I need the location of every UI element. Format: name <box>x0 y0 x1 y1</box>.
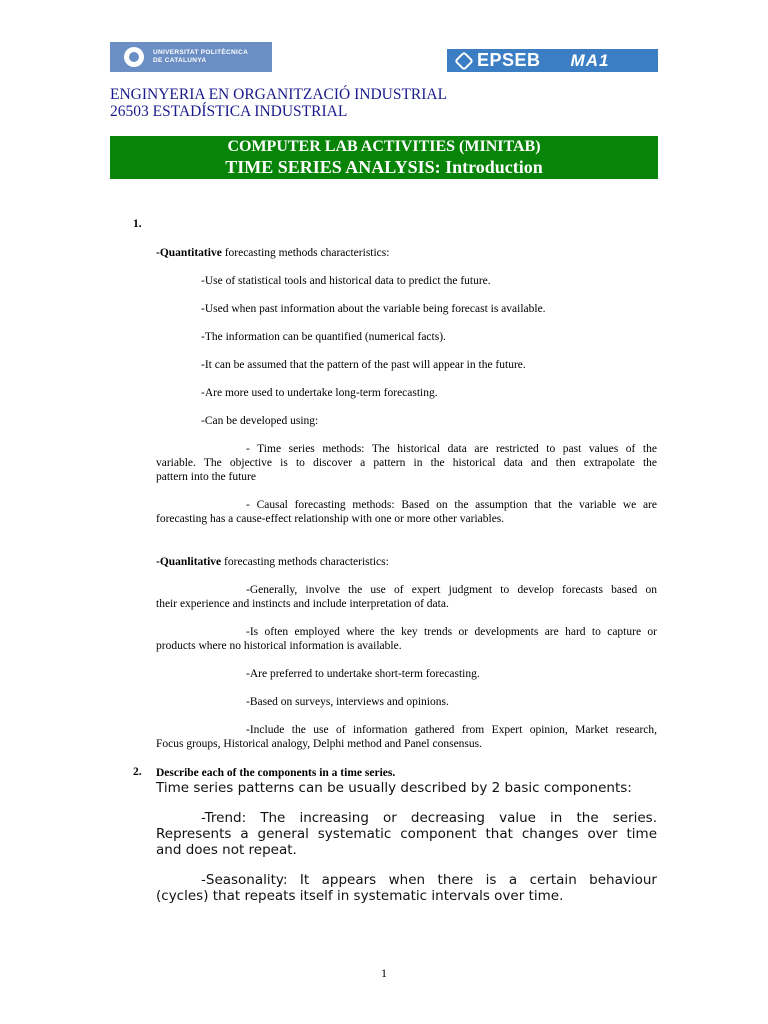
quantitative-heading <box>156 246 389 260</box>
qual-item-1-line2: their experience and instincts and include interpretation of data. <box>156 598 449 610</box>
course-degree: ENGINYERIA EN ORGANITZACIÓ INDUSTRIAL <box>110 86 448 103</box>
seasonality-paragraph <box>156 872 657 904</box>
causal-line2: forecasting has a cause-effect relationship with one or more other variables. <box>156 513 505 525</box>
upc-logo-text <box>153 49 248 65</box>
qual-item-5-line2: Focus groups, Historical analogy, Delphi method and Panel consensus. <box>156 738 482 750</box>
section1-number: 1. <box>133 218 142 230</box>
qual-item-2-line1: -Is often employed where the key trends or developments are hard to capture or <box>246 626 657 638</box>
qualitative-heading-bold: -Quanlitative <box>156 556 222 568</box>
qual-item-2-line2: products where no historical information is available. <box>156 640 402 652</box>
qual-item-3: -Are preferred to undertake short-term forecasting. <box>246 668 480 680</box>
quant-item-2: -Used when past information about the variable being forecast is available. <box>201 303 546 315</box>
section2-number: 2. <box>133 766 142 778</box>
upc-logo <box>110 42 272 72</box>
section2-question: Describe each of the components in a time series. <box>156 767 396 779</box>
qual-item-2 <box>156 625 657 653</box>
qual-item-5 <box>156 723 657 751</box>
quantitative-heading-bold: -Quantitative <box>156 247 222 259</box>
qual-item-4: -Based on surveys, interviews and opinions. <box>246 696 449 708</box>
epseb-logo-text: EPSEB <box>477 50 541 70</box>
causal-line1: - Causal forecasting methods: Based on the assumption that the variable we are <box>246 499 657 511</box>
upc-logo-line2: DE CATALUNYA <box>153 57 207 64</box>
course-info <box>110 86 447 120</box>
trend-line3: and does not repeat. <box>156 842 297 858</box>
qual-item-5-line1: -Include the use of information gathered from Expert opinion, Market research, <box>246 724 657 736</box>
ma1-logo-text: MA1 <box>570 50 610 70</box>
upc-logo-line1: UNIVERSITAT POLITÈCNICA <box>153 49 249 56</box>
epseb-logo <box>447 49 658 72</box>
ts-line3: pattern into the future <box>156 471 256 483</box>
quantitative-heading-rest: forecasting methods characteristics: <box>221 247 390 259</box>
banner-line2: TIME SERIES ANALYSIS: Introduction <box>225 157 543 177</box>
quant-item-6: -Can be developed using: <box>201 415 319 427</box>
qual-item-1 <box>156 583 657 611</box>
section2-intro: Time series patterns can be usually described by 2 basic components: <box>156 780 632 796</box>
course-subject: 26503 ESTADÍSTICA INDUSTRIAL <box>110 103 348 120</box>
page-number: 1 <box>381 966 387 980</box>
trend-paragraph <box>156 810 657 858</box>
quant-item-5: -Are more used to undertake long-term forecasting. <box>201 387 438 399</box>
ts-line1: - Time series methods: The historical data are restricted to past values of the <box>246 443 657 455</box>
banner-line1: COMPUTER LAB ACTIVITIES (MINITAB) <box>227 138 541 155</box>
ts-line2: variable. The objective is to discover a pattern in the historical data and then extrapolate the <box>156 457 657 469</box>
title-banner <box>110 136 658 179</box>
time-series-methods-paragraph <box>156 442 657 484</box>
epseb-diamond-icon <box>454 51 474 71</box>
upc-seal-icon <box>124 47 144 67</box>
quant-item-1: -Use of statistical tools and historical data to predict the future. <box>201 275 491 287</box>
seasonality-line2: (cycles) that repeats itself in systematic intervals over time. <box>156 888 564 904</box>
seasonality-line1: -Seasonality: It appears when there is a certain behaviour <box>201 872 657 888</box>
causal-methods-paragraph <box>156 498 657 526</box>
qualitative-heading <box>156 555 389 569</box>
qualitative-heading-rest: forecasting methods characteristics: <box>221 556 389 568</box>
trend-line1: -Trend: The increasing or decreasing value in the series. <box>201 810 657 826</box>
trend-line2: Represents a general systematic component that changes over time <box>156 826 657 842</box>
quant-item-3: -The information can be quantified (numerical facts). <box>201 331 446 343</box>
qual-item-1-line1: -Generally, involve the use of expert judgment to develop forecasts based on <box>246 584 657 596</box>
quant-item-4: -It can be assumed that the pattern of the past will appear in the future. <box>201 359 526 371</box>
